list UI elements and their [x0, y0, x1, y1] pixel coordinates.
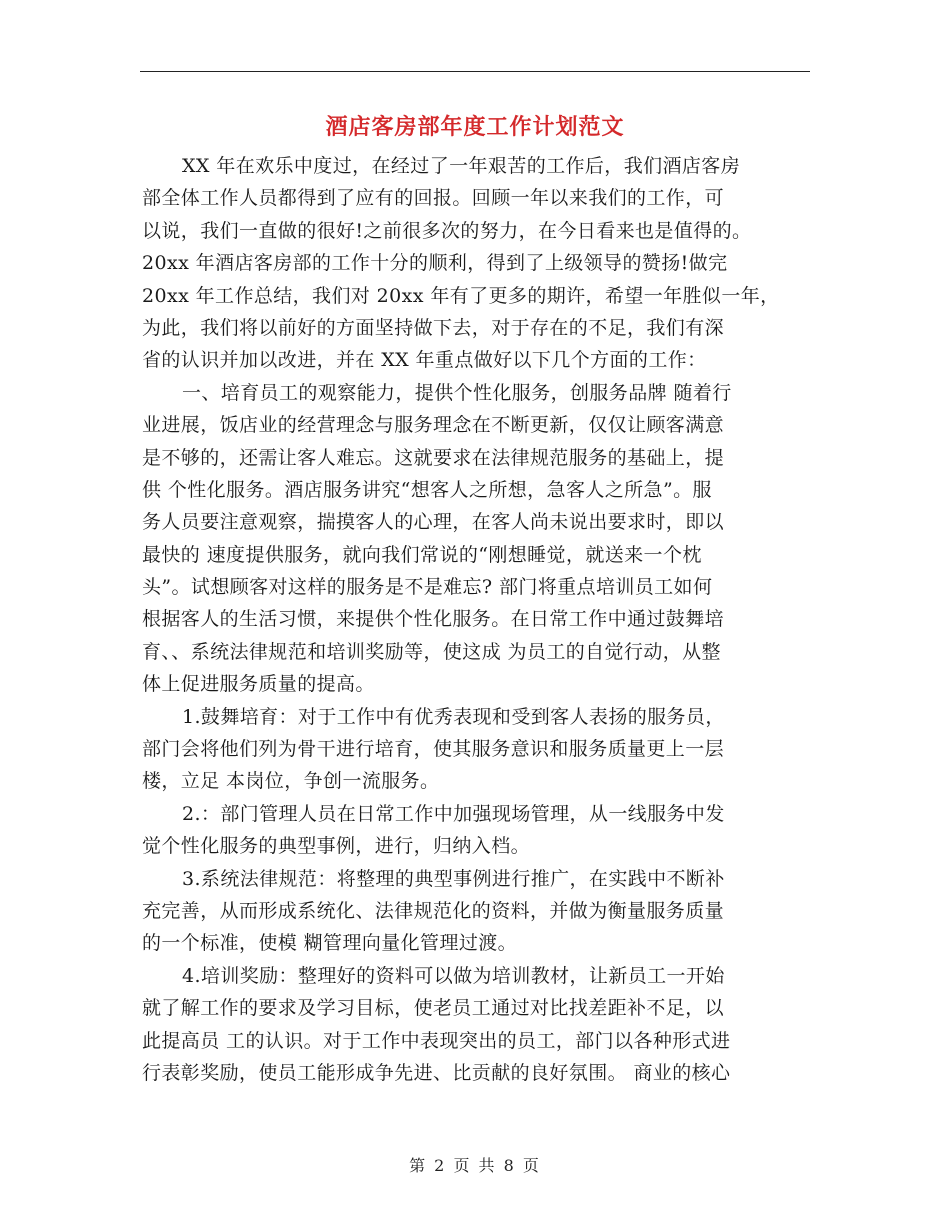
body-line: XX 年在欢乐中度过，在经过了一年艰苦的工作后，我们酒店客房 — [182, 155, 741, 177]
body-line: 部全体工作人员都得到了应有的回报。回顾一年以来我们的工作，可 — [142, 187, 725, 210]
body-line: 觉个性化服务的典型事例，进行，归纳入档。 — [142, 835, 531, 858]
body-line: 部门会将他们列为骨干进行培育，使其服务意识和服务质量更上一层 — [142, 738, 725, 761]
header-rule — [140, 71, 810, 72]
body-line: 育、、系统法律规范和培训奖励等，使这成 为员工的自觉行动，从整 — [142, 640, 721, 663]
body-line: 务人员要注意观察，揣摸客人的心理，在客人尚未说出要求时，即以 — [142, 511, 725, 534]
body-line: 最快的 速度提供服务，就向我们常说的“刚想睡觉，就送来一个枕 — [142, 543, 702, 566]
body-line: 是不够的，还需让客人难忘。这就要求在法律规范服务的基础上，提 — [142, 446, 725, 469]
body-line: 1.鼓舞培育：对于工作中有优秀表现和受到客人表扬的服务员， — [182, 705, 725, 728]
body-line: 20xx 年酒店客房部的工作十分的顺利，得到了上级领导的赞扬!做完 — [142, 252, 728, 275]
body-line: 的一个标准，使模 糊管理向量化管理过渡。 — [142, 932, 518, 955]
body-line: 3.系统法律规范：将整理的典型事例进行推广，在实践中不断补 — [182, 867, 725, 890]
body-line: 20xx 年工作总结，我们对 20xx 年有了更多的期许，希望一年胜似一年， — [142, 284, 780, 307]
body-line: 业进展，饭店业的经营理念与服务理念在不断更新，仅仅让顾客满意 — [142, 414, 725, 437]
body-line: 以说，我们一直做的很好!之前很多次的努力，在今日看来也是值得的。 — [142, 219, 752, 242]
body-line: 一、培育员工的观察能力，提供个性化服务，创服务品牌 随着行 — [182, 381, 732, 404]
body-line: 行表彰奖励，使员工能形成争先进、比贡献的良好氛围。 商业的核心 — [142, 1061, 731, 1084]
document-body — [142, 150, 812, 1089]
body-line: 就了解工作的要求及学习目标，使老员工通过对比找差距补不足，以 — [142, 997, 725, 1020]
body-line: 省的认识并加以改进，并在 XX 年重点做好以下几个方面的工作： — [142, 349, 707, 372]
document-title: 酒店客房部年度工作计划范文 — [325, 114, 625, 140]
body-line: 楼，立足 本岗位，争创一流服务。 — [142, 770, 440, 793]
body-line: 2.：部门管理人员在日常工作中加强现场管理，从一线服务中发 — [182, 802, 725, 825]
body-line: 此提高员 工的认识。对于工作中表现突出的员工，部门以各种形式进 — [142, 1029, 731, 1052]
page-number: 第 2 页 共 8 页 — [409, 1156, 541, 1175]
body-line: 头”。试想顾客对这样的服务是不是难忘? 部门将重点培训员工如何 — [142, 576, 713, 599]
body-line: 根据客人的生活习惯，来提供个性化服务。在日常工作中通过鼓舞培 — [142, 608, 725, 631]
body-line: 充完善，从而形成系统化、法律规范化的资料，并做为衡量服务质量 — [142, 899, 725, 922]
body-line: 体上促进服务质量的提高。 — [142, 673, 375, 696]
body-line: 供 个性化服务。酒店服务讲究“想客人之所想，急客人之所急”。服 — [142, 478, 712, 501]
body-line: 为此，我们将以前好的方面坚持做下去，对于存在的不足，我们有深 — [142, 316, 725, 339]
body-line: 4.培训奖励：整理好的资料可以做为培训教材，让新员工一开始 — [182, 964, 725, 987]
